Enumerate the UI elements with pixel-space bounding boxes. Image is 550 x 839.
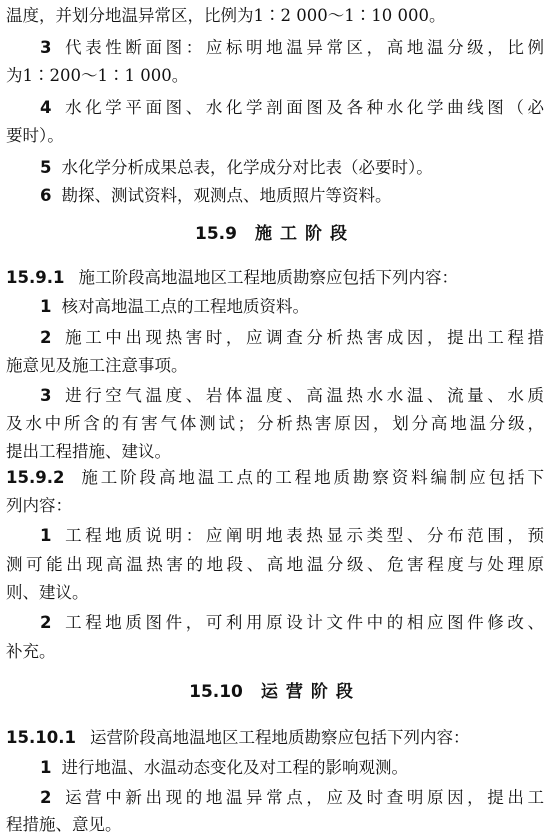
section-number: 15.10 [189, 682, 243, 702]
item-text: 勘探、测试资料，观测点、地质照片等资料。 [61, 186, 392, 205]
list-item [40, 326, 544, 350]
clause-text: 运营阶段高地温地区工程地质勘察应包括下列内容： [89, 728, 470, 747]
list-item [40, 611, 544, 635]
paragraph-line [6, 124, 544, 148]
list-item [40, 295, 544, 319]
clause-line [6, 466, 544, 490]
text-line: 补充。 [6, 642, 56, 661]
item-number: 1 [40, 297, 52, 316]
clause-number: 15.10.1 [6, 728, 76, 747]
section-heading [0, 680, 550, 704]
item-text: 水化学分析成果总表，化学成分对比表（必要时）。 [61, 158, 433, 177]
paragraph-line [6, 640, 544, 664]
clause-line [6, 726, 544, 750]
clause-text: 施工阶段高地温工点的工程地质勘察资料编制应包括下 [78, 468, 544, 487]
paragraph-line [6, 412, 544, 436]
item-text: 进行地温、水温动态变化及对工程的影响观测。 [61, 758, 408, 777]
text-line: 列内容： [6, 496, 72, 515]
text-line: 提出工程措施、建议。 [6, 442, 171, 461]
paragraph-line [6, 440, 544, 464]
clause-text: 施工阶段高地温地区工程地质勘察应包括下列内容： [78, 268, 458, 287]
item-number: 2 [40, 613, 52, 632]
item-number: 3 [40, 386, 52, 405]
item-number: 6 [40, 186, 52, 205]
section-title: 运营阶段 [260, 682, 361, 702]
list-item [40, 184, 544, 208]
list-item [40, 524, 544, 548]
section-title: 施工阶段 [254, 224, 355, 244]
item-text: 施工中出现热害时，应调查分析热害成因，提出工程措 [61, 328, 544, 347]
list-item [40, 756, 544, 780]
text-line: 程措施、意见。 [6, 815, 122, 834]
paragraph-line [6, 581, 544, 605]
item-text: 工程地质说明：应阐明地表热显示类型、分布范围，预 [61, 526, 544, 545]
clause-number: 15.9.1 [6, 268, 65, 287]
paragraph-line [6, 813, 544, 837]
text-line: 则、建议。 [6, 583, 89, 602]
item-text: 核对高地温工点的工程地质资料。 [61, 297, 309, 316]
item-number: 1 [40, 758, 52, 777]
paragraph-line [6, 4, 544, 28]
item-text: 代表性断面图：应标明地温异常区，高地温分级，比例 [61, 38, 544, 57]
text-line: 施意见及施工注意事项。 [6, 356, 188, 375]
paragraph-line [6, 553, 544, 577]
item-text: 进行空气温度、岩体温度、高温热水水温、流量、水质 [61, 386, 544, 405]
item-number: 2 [40, 788, 52, 807]
list-item [40, 156, 544, 180]
item-number: 1 [40, 526, 52, 545]
list-item [40, 786, 544, 810]
section-number: 15.9 [195, 224, 237, 244]
item-text: 工程地质图件，可利用原设计文件中的相应图件修改、 [61, 613, 544, 632]
item-text: 水化学平面图、水化学剖面图及各种水化学曲线图（必 [61, 98, 544, 117]
item-number: 4 [40, 98, 52, 117]
text-line: 为1∶200～1∶1 000。 [6, 66, 189, 85]
text-line: 测可能出现高温热害的地段、高地温分级、危害程度与处理原 [6, 555, 544, 574]
section-heading [0, 222, 550, 246]
list-item [40, 36, 544, 60]
clause-line [6, 266, 544, 290]
item-number: 5 [40, 158, 52, 177]
text-line: 要时）。 [6, 126, 64, 145]
paragraph-line [6, 64, 544, 88]
list-item [40, 96, 544, 120]
text-line: 及水中所含的有害气体测试；分析热害原因，划分高地温分级， [6, 414, 544, 433]
clause-number: 15.9.2 [6, 468, 65, 487]
paragraph-line [6, 354, 544, 378]
text-line: 温度，并划分地温异常区，比例为1∶2 000～1∶10 000。 [6, 6, 446, 25]
item-text: 运营中新出现的地温异常点，应及时查明原因，提出工 [61, 788, 544, 807]
item-number: 2 [40, 328, 52, 347]
item-number: 3 [40, 38, 52, 57]
list-item [40, 384, 544, 408]
paragraph-line [6, 494, 544, 518]
